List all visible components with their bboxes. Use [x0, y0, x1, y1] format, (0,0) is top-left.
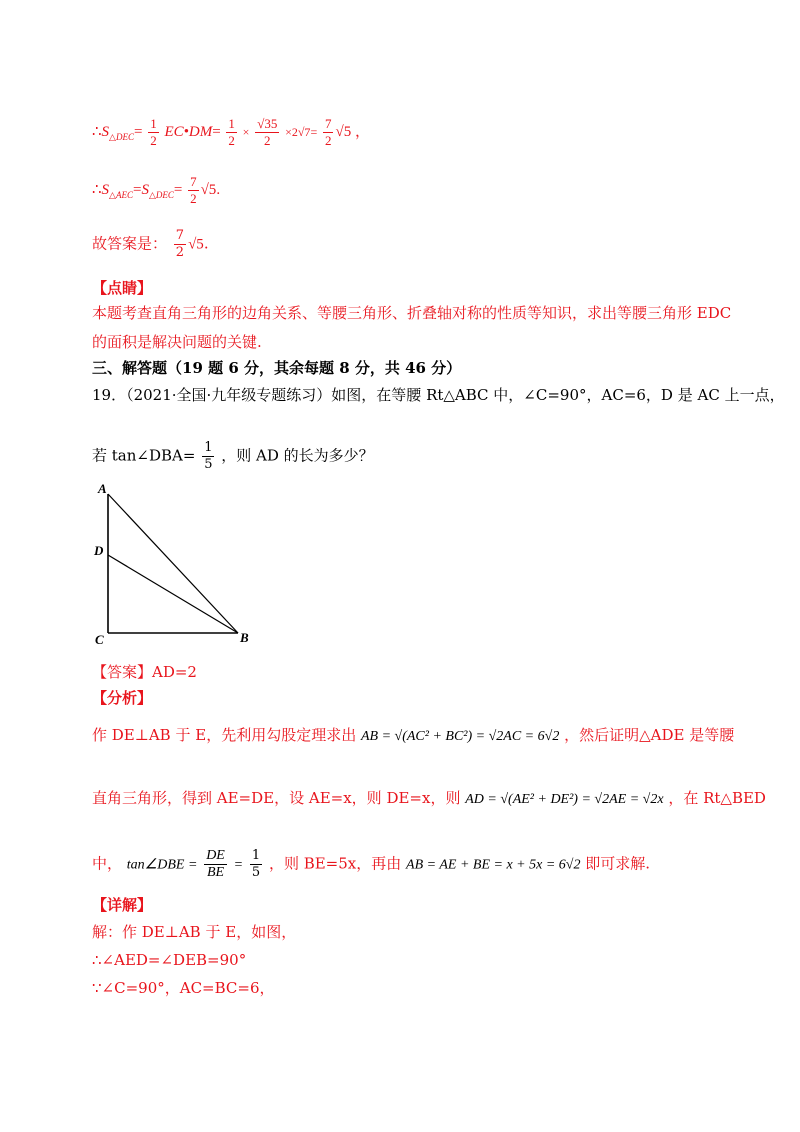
- denominator: 5: [251, 865, 261, 880]
- fraction: [255, 116, 279, 149]
- s-symbol: S: [101, 181, 110, 198]
- section-heading: 三、解答题（19 题 6 分，其余每题 8 分，共 46 分）: [92, 359, 462, 377]
- fraction: [226, 116, 237, 149]
- analysis-text: 中，: [92, 854, 123, 873]
- detail-line-1: 解：作 DE⊥AB 于 E，如图，: [92, 923, 297, 941]
- numerator: 1: [228, 116, 235, 131]
- analysis-heading: 【分析】: [92, 689, 153, 707]
- analysis-text: ，然后证明△ADE 是等腰: [564, 726, 735, 744]
- therefore-symbol: ∴: [92, 181, 102, 198]
- numerator: 1: [251, 848, 261, 863]
- detail-heading: 【详解】: [92, 896, 153, 914]
- answer-line: 【答案】AD=2: [92, 663, 197, 681]
- equals: =: [310, 124, 318, 139]
- fraction: [323, 116, 334, 149]
- denominator: 2: [150, 133, 157, 148]
- therefore-symbol: ∴: [92, 123, 102, 140]
- area-dec-line: [92, 116, 370, 149]
- dianjing-para-1: 本题考查直角三角形的边角关系、等腰三角形、折叠轴对称的性质等知识，求出等腰三角形 EDC: [92, 304, 732, 322]
- analysis-line-3: [92, 848, 650, 881]
- fraction: [250, 848, 262, 881]
- analysis-text: 直角三角形，得到 AE=DE，设 AE=x，则 DE=x，则: [92, 789, 461, 807]
- numerator: 1: [150, 116, 157, 131]
- sqrt-five: √5: [200, 181, 217, 198]
- numerator: √35: [257, 116, 278, 131]
- equals: =: [173, 181, 183, 198]
- subscript: △DEC: [148, 189, 174, 200]
- equals: =: [132, 181, 142, 198]
- denominator: 5: [204, 457, 213, 472]
- question-text: 若 tan∠DBA=: [92, 446, 196, 465]
- times: ×: [242, 124, 250, 139]
- detail-line-3: ∵∠C=90°，AC=BC=6，: [92, 979, 275, 997]
- answer-summary-line: [92, 228, 209, 261]
- label-a: A: [98, 481, 107, 496]
- equals: =: [133, 123, 143, 140]
- analysis-text: ，则 BE=5x，再由: [268, 854, 402, 873]
- equals: =: [233, 857, 244, 873]
- times-term: ×2√7: [285, 124, 311, 139]
- denominator: 2: [175, 245, 185, 260]
- denominator: 2: [228, 133, 235, 148]
- denominator: 2: [324, 133, 332, 148]
- analysis-line-2: [92, 788, 766, 810]
- label-c: C: [95, 632, 104, 647]
- period: .: [203, 234, 209, 253]
- numerator: DE: [206, 848, 225, 863]
- numerator: 7: [324, 116, 332, 131]
- denominator: BE: [206, 865, 225, 880]
- analysis-text: 作 DE⊥AB 于 E，先利用勾股定理求出: [92, 726, 357, 744]
- numerator: 7: [190, 174, 197, 189]
- question-19-line-1: 19．（2021·全国·九年级专题练习）如图，在等腰 Rt△ABC 中，∠C=90°，AC=6，D 是 AC 上一点，: [92, 386, 785, 404]
- question-text: ，则 AD 的长为多少？: [221, 446, 374, 465]
- subscript: △AEC: [109, 189, 133, 200]
- sqrt-five: √5: [188, 236, 204, 253]
- question-19-line-2: [92, 440, 374, 473]
- numerator: 1: [204, 440, 213, 455]
- label-b: B: [240, 630, 249, 645]
- analysis-text: ，在 Rt△BED: [668, 789, 766, 807]
- period: .: [216, 181, 221, 198]
- label-d: D: [94, 543, 104, 558]
- denominator: 2: [190, 191, 197, 206]
- dianjing-para-2: 的面积是解决问题的关键.: [92, 333, 262, 351]
- ec-dm: EC•DM: [164, 123, 213, 140]
- analysis-text: 即可求解.: [585, 854, 651, 873]
- equation: AB = AE + BE = x + 5x = 6√2: [406, 857, 581, 873]
- s-symbol: S: [101, 123, 110, 140]
- answer-prefix: 故答案是：: [92, 234, 168, 253]
- fraction: [148, 116, 159, 149]
- equals: =: [212, 123, 221, 140]
- segment-db: [108, 555, 238, 633]
- dianjing-heading: 【点睛】: [92, 279, 153, 297]
- side-ab: [108, 494, 238, 633]
- fraction: [188, 174, 199, 207]
- numerator: 7: [175, 228, 185, 243]
- fraction: [174, 228, 186, 261]
- detail-line-2: ∴∠AED=∠DEB=90°: [92, 951, 247, 969]
- comma: ，: [354, 123, 370, 140]
- area-aec-line: [92, 174, 220, 207]
- denominator: 2: [264, 133, 271, 148]
- equation: AB = √(AC² + BC²) = √2AC = 6√2: [360, 729, 560, 744]
- triangle-figure: [90, 478, 270, 648]
- sqrt-five: √5: [335, 123, 352, 140]
- analysis-line-1: [92, 725, 734, 747]
- s-symbol: S: [141, 181, 149, 198]
- fraction: [204, 848, 227, 881]
- equation: AD = √(AE² + DE²) = √2AE = √2x: [465, 792, 664, 807]
- tangent: tan∠DBE =: [126, 857, 198, 873]
- subscript: △DEC: [109, 131, 134, 142]
- fraction: [202, 440, 214, 473]
